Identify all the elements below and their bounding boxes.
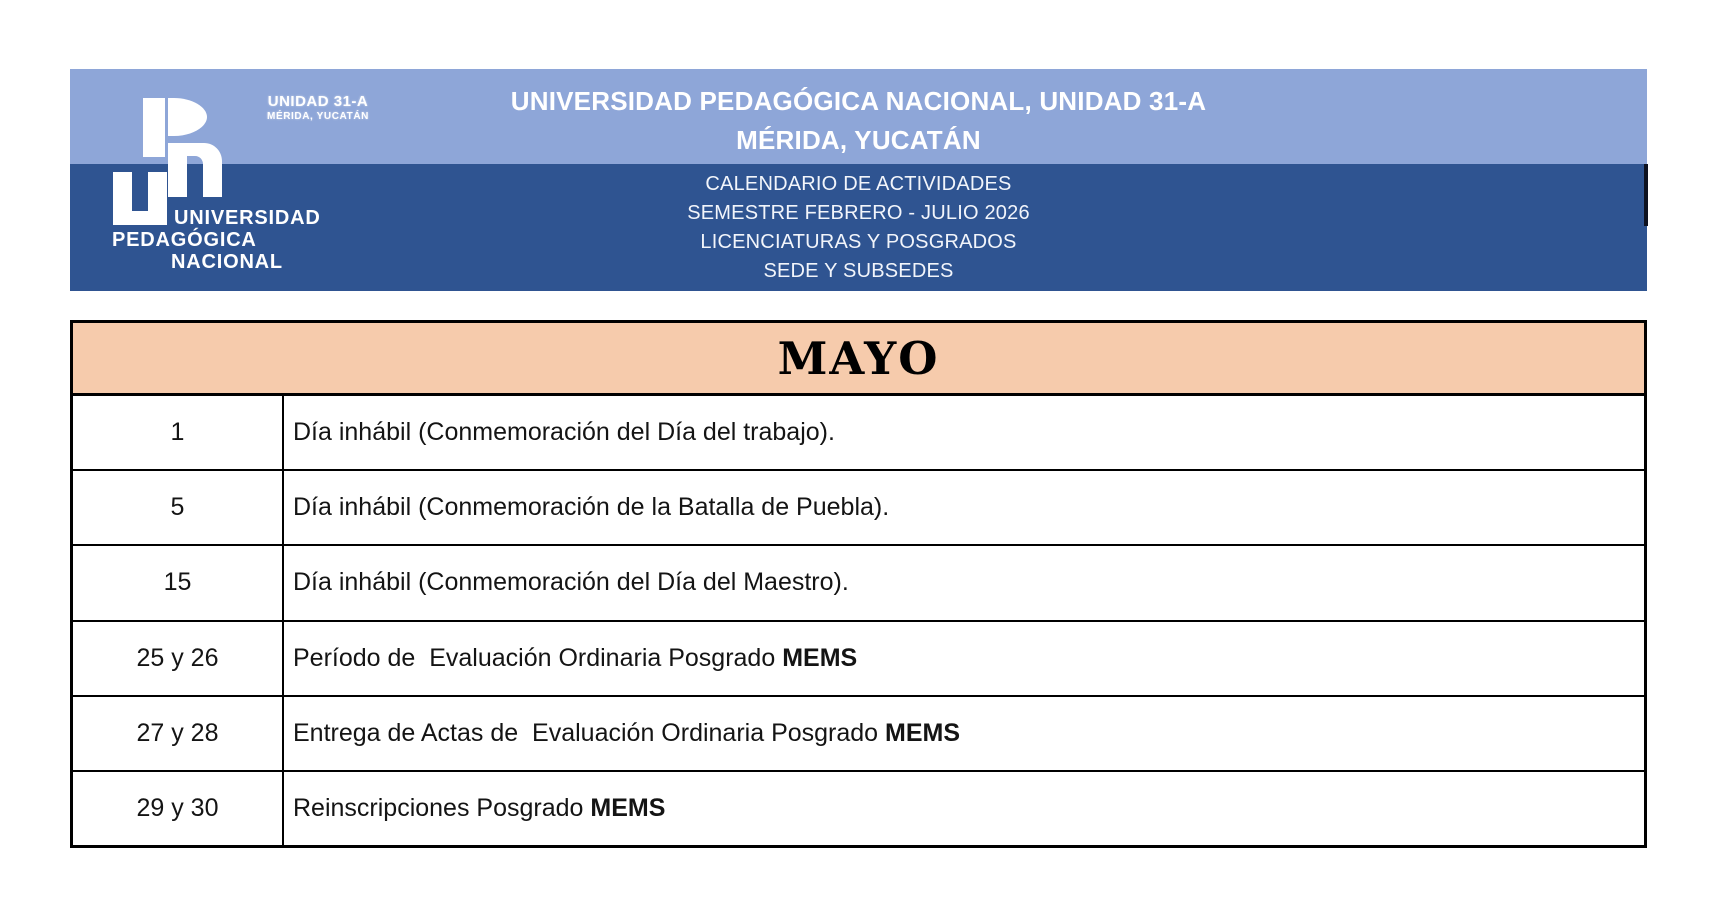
table-row [73,772,1644,845]
unit-label-line1: UNIDAD 31-A [267,93,369,110]
table-row [73,622,1644,697]
header-banner [70,69,1647,291]
date-cell: 5 [73,471,284,544]
month-title: MAYO [777,331,940,385]
table-row [73,396,1644,471]
description-cell [284,546,1644,619]
table-row [73,471,1644,546]
logo-name-line2: PEDAGÓGICA [112,229,257,251]
table-row [73,546,1644,621]
unit-label-line2: MÉRIDA, YUCATÁN [267,111,369,122]
date-cell: 27 y 28 [73,697,284,770]
subtitle-line: LICENCIATURAS Y POSGRADOS [700,231,1017,253]
logo-name-line1: UNIVERSIDAD [174,207,321,229]
description-cell [284,697,1644,770]
date-cell: 1 [73,396,284,469]
subtitle-line: SEMESTRE FEBRERO - JULIO 2026 [687,202,1030,224]
subtitle-line: CALENDARIO DE ACTIVIDADES [705,173,1012,195]
description-text: Día inhábil (Conmemoración del Día del trabajo). [293,418,835,447]
calendar-table [70,320,1647,848]
description-cell [284,772,1644,845]
description-text: Entrega de Actas de Evaluación Ordinaria Posgrado [293,718,886,747]
date-cell: 25 y 26 [73,622,284,695]
description-bold-text: MEMS [782,643,858,672]
banner-title-line1: UNIVERSIDAD PEDAGÓGICA NACIONAL, UNIDAD 31-A [510,86,1207,116]
date-cell: 15 [73,546,284,619]
description-cell [284,396,1644,469]
subtitle-line: SEDE Y SUBSEDES [763,260,954,282]
month-header [73,323,1644,396]
banner-title-line2: MÉRIDA, YUCATÁN [736,125,981,155]
description-text: Día inhábil (Conmemoración de la Batalla de Puebla). [293,493,890,522]
date-cell: 29 y 30 [73,772,284,845]
description-bold-text: MEMS [590,793,666,822]
description-cell [284,471,1644,544]
table-row [73,697,1644,772]
description-cell [284,622,1644,695]
logo-name-line3: NACIONAL [171,251,283,273]
description-text: Reinscripciones Posgrado [293,793,591,822]
description-text: Período de Evaluación Ordinaria Posgrado [293,643,783,672]
description-text: Día inhábil (Conmemoración del Día del Maestro). [293,568,849,597]
description-bold-text: MEMS [885,718,961,747]
unit-label [218,94,418,124]
